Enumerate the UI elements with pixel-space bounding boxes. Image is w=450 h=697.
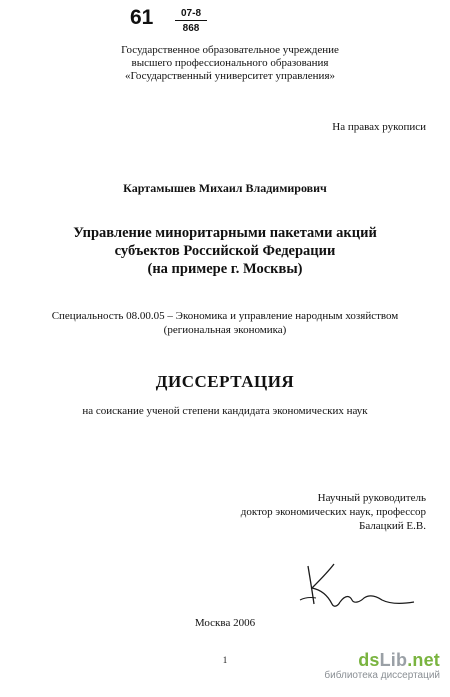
watermark-logo-net: .net — [407, 650, 440, 670]
watermark-logo-lib: Lib — [379, 650, 408, 670]
author-name: Картамышев Михаил Владимирович — [123, 181, 327, 195]
dslib-watermark — [324, 650, 440, 682]
organization-line-3: «Государственный университет управления» — [124, 70, 335, 82]
organization-line-1: Государственное образовательное учреждение — [121, 44, 339, 56]
title-line-1: Управление миноритарными пакетами акций — [73, 225, 377, 241]
stamp-fraction-top: 07-8 — [175, 8, 207, 21]
library-stamp-fraction — [175, 8, 207, 34]
watermark-subtitle: библиотека диссертаций — [324, 670, 440, 681]
place-and-year: Москва 2006 — [194, 617, 256, 629]
supervisor-line-3: Балацкий Е.В. — [359, 520, 426, 532]
title-line-2: субъектов Российской Федерации — [114, 243, 336, 259]
organization-header — [100, 44, 360, 83]
supervisor-line-2: доктор экономических наук, профессор — [240, 506, 426, 518]
supervisor-line-1: Научный руководитель — [317, 492, 426, 504]
specialty-line-2: (региональная экономика) — [163, 324, 287, 336]
title-line-3: (на примере г. Москвы) — [147, 261, 303, 277]
supervisor-block — [241, 491, 426, 533]
handwritten-signature — [290, 560, 420, 615]
organization-line-2: высшего профессионального образования — [131, 57, 329, 69]
specialty — [20, 309, 430, 337]
specialty-line-1: Специальность 08.00.05 – Экономика и управление народным хозяйством — [51, 310, 399, 322]
watermark-logo-ds: ds — [358, 650, 380, 670]
degree-sought: на соискание ученой степени кандидата экономических наук — [82, 405, 368, 417]
watermark-logo — [324, 650, 440, 670]
library-stamp-number: 61 — [130, 6, 154, 29]
document-type-heading: ДИССЕРТАЦИЯ — [155, 372, 295, 391]
page-number: 1 — [222, 655, 228, 665]
manuscript-rights-note: На правах рукописи — [332, 121, 426, 133]
dissertation-title — [0, 224, 450, 278]
stamp-fraction-bottom: 868 — [182, 23, 200, 34]
